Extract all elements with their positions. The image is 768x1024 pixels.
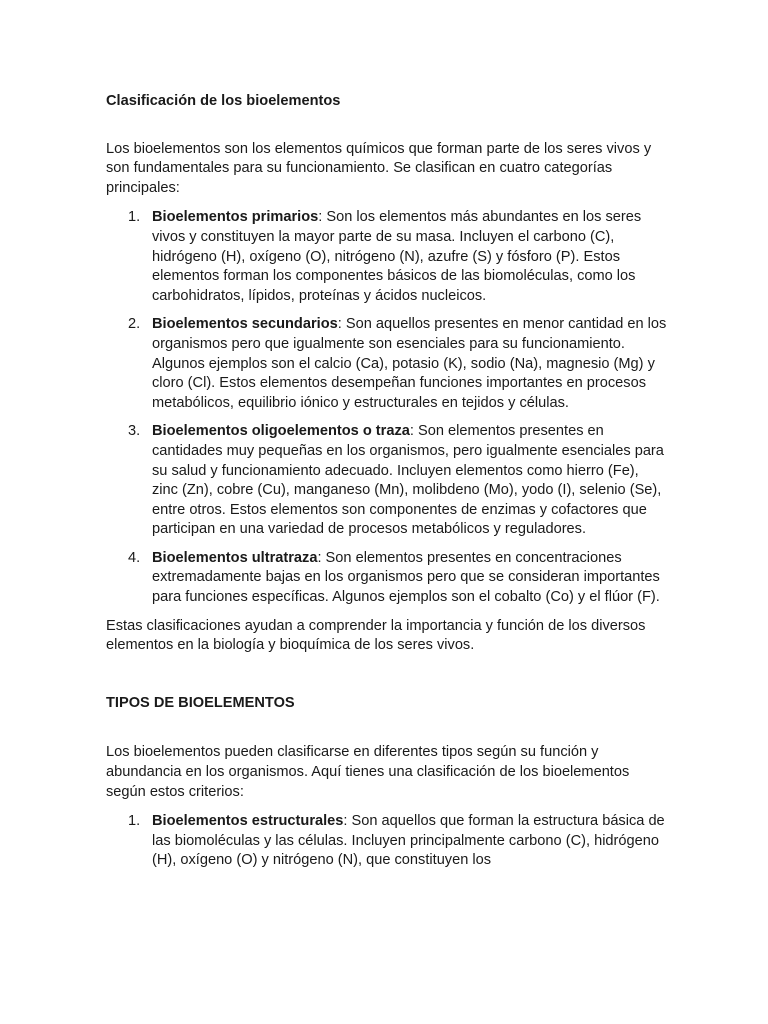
list-item-term: Bioelementos secundarios — [152, 316, 338, 333]
section-title-tipos: TIPOS DE BIOELEMENTOS — [106, 694, 295, 711]
list-item — [106, 422, 668, 540]
list-item-term: Bioelementos oligoelementos o traza — [152, 423, 410, 440]
list-item — [106, 315, 668, 413]
list-item-text: : Son elementos presentes en concentraciones extremadamente bajas en los organismos pero que se consideran importantes para funciones específicas. Algunos ejemplos son el cobalto (Co) y el flúor (F). — [152, 549, 660, 606]
list-item-number: 2. — [128, 316, 141, 333]
list-item — [106, 549, 668, 608]
list-item-number: 1. — [128, 209, 141, 226]
list-item-text: : Son aquellos presentes en menor cantidad en los organismos pero que igualmente son esenciales para su funcionamiento. Algunos ejemplos son el calcio (Ca), potasio (K), sodio (Na), magnesio (Mg) y cloro (Cl). Estos elementos desempeñan funciones importantes en procesos metabólicos, equilibrio iónico y estructurales en tejidos y células. — [152, 316, 667, 411]
intro-paragraph: Los bioelementos son los elementos químicos que forman parte de los seres vivos y son fundamentales para su funcionamiento. Se clasifican en cuatro categorías principales: — [106, 140, 652, 196]
intro-paragraph-tipos: Los bioelementos pueden clasificarse en diferentes tipos según su función y abundancia en los organismos. Aquí tienes una clasificación de los bioelementos según estos criterios: — [106, 744, 630, 800]
list-item-number: 3. — [128, 423, 141, 440]
closing-paragraph: Estas clasificaciones ayudan a comprender la importancia y función de los diversos elementos en la biología y bioquímica de los seres vivos. — [106, 617, 646, 654]
list-item-text: : Son los elementos más abundantes en los seres vivos y constituyen la mayor parte de su masa. Incluyen el carbono (C), hidrógeno (H), oxígeno (O), nitrógeno (N), azufre (S) y fósforo (P). Estos elementos forman los componentes básicos de las biomoléculas, como los carbohidratos, lípidos, proteínas y ácidos nucleicos. — [152, 209, 642, 304]
list-item-term: Bioelementos primarios — [152, 209, 319, 226]
list-item-term: Bioelementos estructurales — [152, 813, 344, 830]
list-item — [106, 208, 668, 306]
list-item-term: Bioelementos ultratraza — [152, 549, 318, 566]
list-item-number: 4. — [128, 549, 141, 566]
list-item — [106, 812, 668, 871]
list-item-text: : Son elementos presentes en cantidades muy pequeñas en los organismos, pero igualmente esenciales para su salud y funcionamiento adecuado. Incluyen elementos como hierro (Fe), zinc (Zn), cobre (Cu), manganeso (Mn), molibdeno (Mo), yodo (I), selenio (Se), entre otros. Estos elementos son componentes de enzimas y cofactores que participan en una variedad de procesos metabólicos y reguladores. — [152, 423, 664, 538]
classification-list — [106, 208, 668, 607]
section-title-clasificacion: Clasificación de los bioelementos — [106, 93, 341, 109]
list-item-number: 1. — [128, 813, 141, 830]
types-list — [106, 812, 668, 871]
list-item-text: : Son aquellos que forman la estructura básica de las biomoléculas y las células. Incluyen principalmente carbono (C), hidrógeno (H), oxígeno (O) y nitrógeno (N), que constituyen los — [152, 813, 665, 869]
